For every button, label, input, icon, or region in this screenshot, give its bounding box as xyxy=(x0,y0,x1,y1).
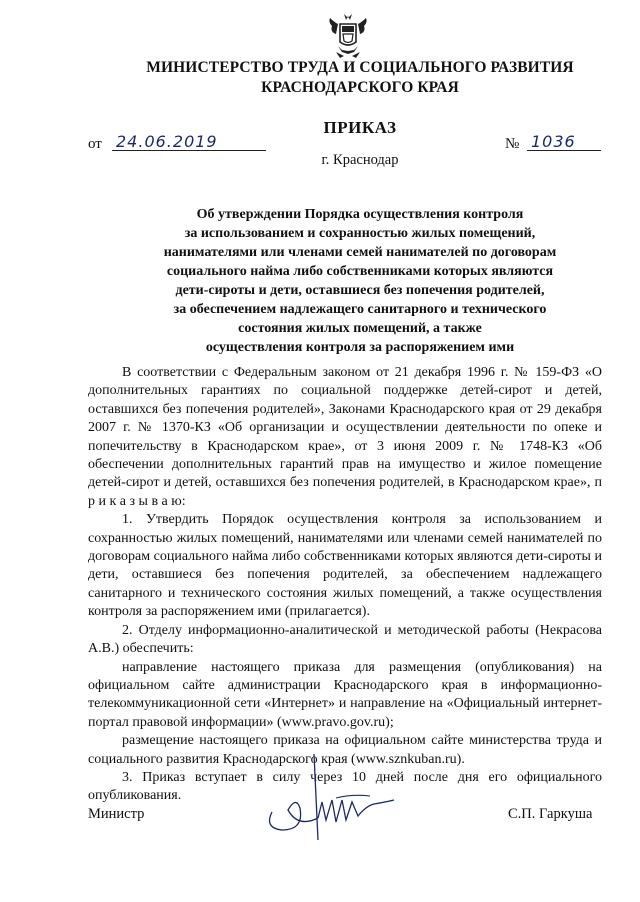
preamble-paragraph: В соответствии с Федеральным законом от 21 декабря 1996 г. № 159-ФЗ «О дополнительных гарантиях по социальной поддержке детей-сирот и детей, оставшихся без попечения родителей», Законами Краснодарского края от 29 декабря 2007 г. № 1370-КЗ «Об организации и осуществлении деятельности по опеке и попечительству в Краснодарском крае», от 3 июня 2009 г. № 1748-КЗ «Об обеспечении дополнительных гарантий прав на имущество и жилое помещение детей-сирот и детей, оставшихся без попечения родителей, в Краснодарском крае», п р и к а з ы в а ю: xyxy=(88,365,602,509)
order-body xyxy=(88,364,602,806)
clause-1-paragraph: 1. Утвердить Порядок осуществления контроля за использованием и сохранностью жилых помещений, нанимателями или членами семей нанимателей по договорам социального найма либо собственниками которых являются дети-сироты и дети, оставшиеся без попечения родителей, за обеспечением надлежащего санитарного и технического состояния жилых помещений, а также осуществления контроля за распоряжением ими (прилагается). xyxy=(88,512,602,620)
clause-2-item-1: направление настоящего приказа для размещения (опубликования) на официальном сайте администрации Краснодарского края в информационно-телекоммуникационной сети «Интернет» и направление на «Официальный интернет-портал правовой информации» (www.pravo.gov.ru); xyxy=(88,659,602,730)
order-date: 24.06.2019 xyxy=(112,132,266,151)
subject-line: осуществления контроля за распоряжением ими xyxy=(205,340,515,355)
subject-line: нанимателями или членами семей нанимателей по договорам xyxy=(163,245,557,260)
order-number: 1036 xyxy=(527,132,601,151)
subject-line: состояния жилых помещений, а также xyxy=(238,321,482,336)
number-prefix: № xyxy=(505,136,520,152)
coat-of-arms-icon xyxy=(326,12,370,60)
signature-icon xyxy=(262,750,402,842)
order-title: ПРИКАЗ xyxy=(323,118,397,137)
subject-line: за обеспечением надлежащего санитарного и технического xyxy=(173,302,547,317)
ministry-name-line2: КРАСНОДАРСКОГО КРАЯ xyxy=(261,79,459,96)
signer-name: С.П. Гаркуша xyxy=(508,806,593,822)
clause-3-paragraph: 3. Приказ вступает в силу через 10 дней после дня его официального опубликования. xyxy=(88,769,602,804)
ministry-name-line1: МИНИСТЕРСТВО ТРУДА И СОЦИАЛЬНОГО РАЗВИТИЯ xyxy=(146,59,574,76)
signer-position: Министр xyxy=(88,806,145,822)
subject-line: дети-сироты и дети, оставшиеся без попечения родителей, xyxy=(175,283,545,298)
subject-line: за использованием и сохранностью жилых помещений, xyxy=(184,226,536,241)
ministry-name xyxy=(60,58,640,98)
city: г. Краснодар xyxy=(321,152,399,168)
clause-2-item-2: размещение настоящего приказа на официальном сайте министерства труда и социального развития Краснодарского края (www.sznkuban.ru). xyxy=(88,733,602,767)
order-subject xyxy=(110,205,610,357)
date-prefix: от xyxy=(88,136,102,152)
subject-line: Об утверждении Порядка осуществления контроля xyxy=(196,207,524,222)
clause-2-paragraph: 2. Отделу информационно-аналитической и методической работы (Некрасова А.В.) обеспечить: xyxy=(88,622,602,657)
subject-line: социального найма либо собственниками которых являются xyxy=(166,264,554,279)
